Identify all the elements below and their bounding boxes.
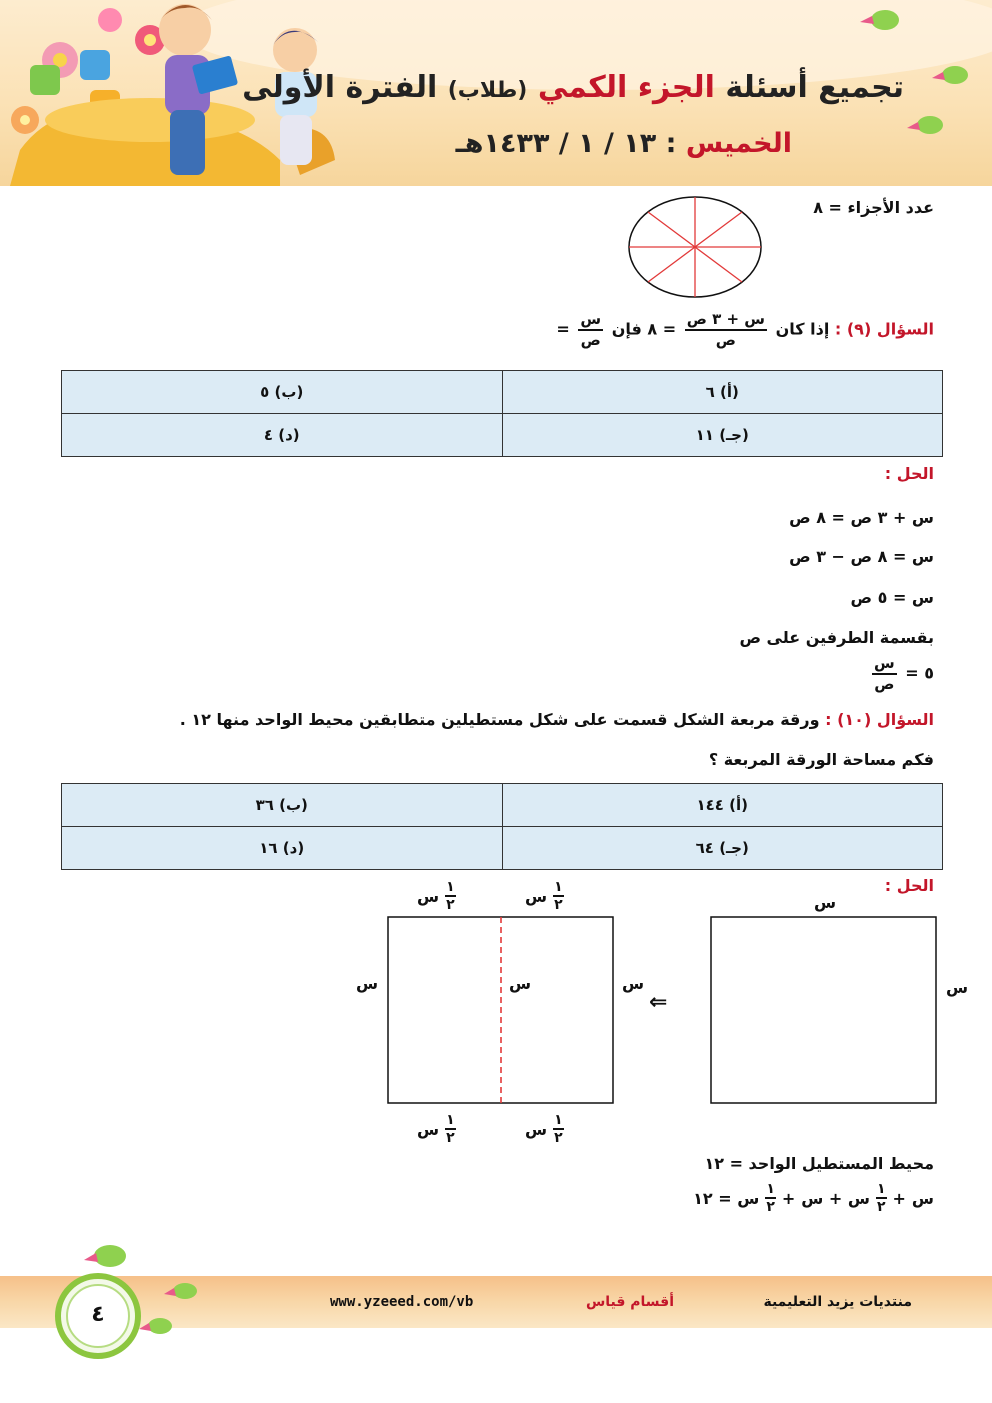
q10-perimeter-line: محيط المستطيل الواحد = ١٢	[704, 1154, 934, 1173]
half-label-bottom-left	[417, 1113, 456, 1145]
half-num: ١	[446, 879, 455, 895]
half-den: ٢	[446, 1130, 455, 1146]
eq-tail: س = ١٢	[693, 1188, 760, 1208]
q10-text: ورقة مربعة الشكل قسمت على شكل مستطيلين متطابقين محيط الواحد منها ١٢ .	[179, 710, 820, 729]
q9-step5-rest: = ٥	[905, 663, 934, 683]
q9-option-d[interactable]: (د) ٤	[62, 414, 503, 457]
q9-fraction-2	[578, 312, 603, 348]
table-row	[62, 371, 943, 414]
half-num: ١	[446, 1112, 455, 1128]
half-top-left-var: س	[417, 886, 440, 906]
half-top-left-fraction	[445, 880, 456, 912]
q10-option-a[interactable]: (أ) ١٤٤	[502, 784, 943, 827]
page-title	[242, 70, 904, 105]
q9-text-mid: = ٨ فإن	[611, 319, 677, 339]
q9-step5-fraction	[872, 656, 897, 692]
half-label-top-right	[525, 880, 564, 912]
title-part2: الجزء الكمي	[537, 70, 715, 105]
q9-step-4: بقسمة الطرفين على ص	[739, 628, 934, 647]
q10-label: السؤال (١٠) :	[825, 710, 934, 729]
q10-equation	[693, 1182, 934, 1214]
q9-option-b[interactable]: (ب) ٥	[62, 371, 503, 414]
footer-illustration	[50, 1238, 220, 1363]
q10-options-table	[61, 783, 943, 870]
half-den: ٢	[876, 1199, 886, 1215]
square-top-label: س	[814, 893, 837, 912]
half-bottom-left-fraction	[445, 1113, 456, 1145]
half-num: ١	[766, 1181, 775, 1197]
q9-frac1-den: ص	[715, 331, 736, 349]
half-den: ٢	[446, 897, 455, 913]
eq-term-2: س + س	[801, 1188, 870, 1208]
q10-option-b[interactable]: (ب) ٣٦	[62, 784, 503, 827]
q9-text-end: =	[556, 319, 570, 339]
q9-solution-label: الحل :	[884, 464, 934, 483]
q10-option-d[interactable]: (د) ١٦	[62, 827, 503, 870]
eq-plus-1: +	[892, 1188, 906, 1208]
half-num: ١	[554, 879, 563, 895]
arrow-icon: ⇐	[649, 990, 668, 1015]
q9-step-3: س = ٥ ص	[850, 588, 934, 607]
q9-step-1: س + ٣ ص = ٨ ص	[789, 508, 934, 527]
split-right-side-label: س	[622, 974, 645, 993]
q9-frac2-den: ص	[580, 331, 601, 349]
q9-option-c[interactable]: (جـ) ١١	[502, 414, 943, 457]
q9-options-table	[61, 370, 943, 457]
eq-plus-2: +	[781, 1188, 796, 1208]
half-num: ١	[554, 1112, 563, 1128]
table-row	[62, 827, 943, 870]
q9-frac1-num: س + ٣ ص	[685, 312, 767, 331]
half-top-right-fraction	[553, 880, 564, 912]
half-den: ٢	[766, 1199, 775, 1215]
q10-statement	[180, 710, 934, 729]
q10-solution-label: الحل :	[884, 876, 934, 895]
square-side-label: س	[946, 978, 969, 997]
q9-step-2: س = ٨ ص − ٣ ص	[789, 547, 934, 566]
q9-fraction-1	[685, 312, 767, 348]
q9-label: السؤال (٩) :	[834, 319, 934, 339]
q9-step5-num: س	[872, 656, 897, 675]
date-day: الخميس	[685, 128, 792, 159]
q9-text-if: إذا كان	[775, 319, 830, 339]
footer-section: أقسام قياس	[585, 1294, 674, 1310]
half-bottom-right-fraction	[553, 1113, 564, 1145]
half-den: ٢	[554, 897, 563, 913]
q9-step5-den: ص	[874, 675, 895, 693]
half-den: ٢	[554, 1130, 563, 1146]
split-left-side-label: س	[356, 974, 379, 993]
table-row	[62, 784, 943, 827]
q10-option-c[interactable]: (جـ) ٦٤	[502, 827, 943, 870]
footer-site-name: منتديات يزيد التعليمية	[763, 1294, 912, 1310]
eq-half-1	[876, 1182, 887, 1214]
half-num: ١	[876, 1181, 886, 1197]
eq-half-2	[765, 1182, 776, 1214]
title-part1: تجميع أسئلة	[725, 70, 904, 105]
eq-term-1: س	[911, 1188, 934, 1208]
parts-count-label: عدد الأجزاء = ٨	[813, 198, 934, 217]
split-middle-label: س	[509, 974, 532, 993]
half-label-bottom-right	[525, 1113, 564, 1145]
q9-frac2-num: س	[578, 312, 603, 331]
q9-statement	[556, 312, 934, 348]
table-row	[62, 414, 943, 457]
q9-option-a[interactable]: (أ) ٦	[502, 371, 943, 414]
page-number: ٤	[91, 1302, 105, 1327]
date-value: : ١٣ / ١ / ١٤٣٣هـ	[455, 128, 677, 159]
footer-url[interactable]: www.yzeeed.com/vb	[330, 1294, 474, 1310]
circle-8-parts	[625, 195, 765, 299]
half-bottom-left-var: س	[417, 1119, 440, 1139]
q10-question: فكم مساحة الورقة المربعة ؟	[708, 750, 934, 769]
title-part3: (طلاب)	[447, 78, 528, 103]
half-label-top-left	[417, 880, 456, 912]
page-header	[0, 0, 992, 186]
page-date	[456, 128, 792, 159]
half-top-right-var: س	[525, 886, 548, 906]
q9-step-5	[869, 656, 934, 692]
half-bottom-right-var: س	[525, 1119, 548, 1139]
title-part4: الفترة الأولى	[242, 70, 438, 105]
full-square	[711, 917, 936, 1103]
